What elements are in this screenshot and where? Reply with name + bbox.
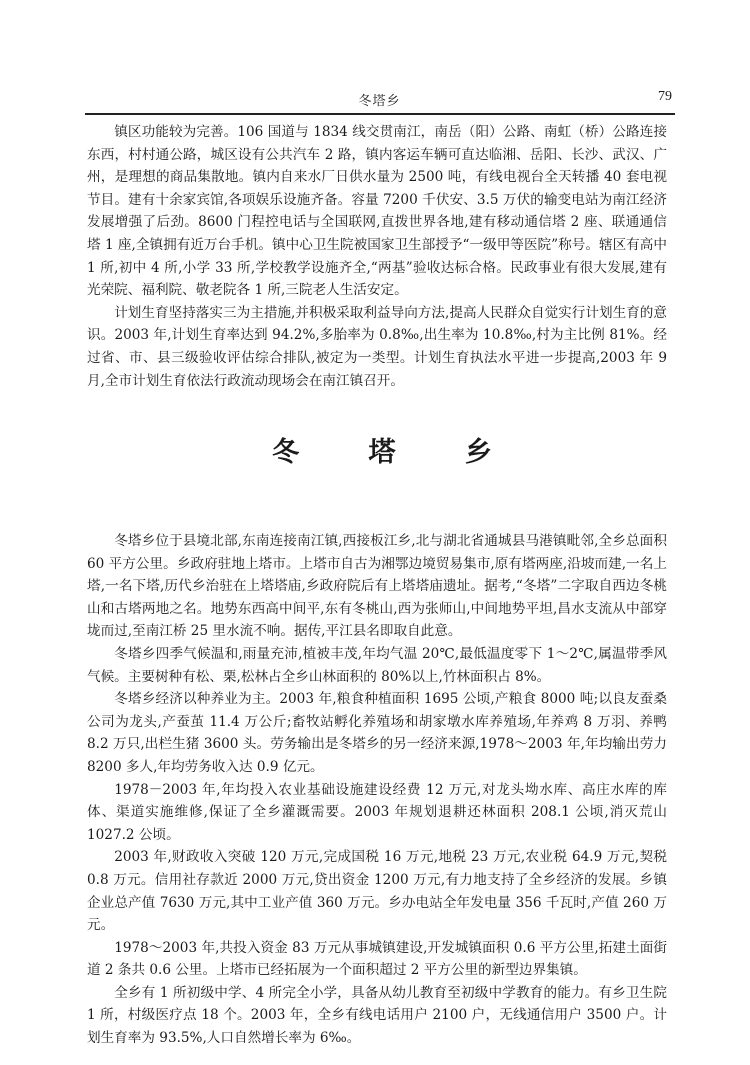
paragraph: 镇区功能较为完善。106 国道与 1834 线交贯南江，南岳（阳）公路、南虹（桥）公路连接东西，村村通公路，城区设有公共汽车 2 路，镇内客运车辆可直达临湘、岳阳、长沙、武汉、广州，是理想的商品集散地。镇内自来水厂日供水量为 2500 吨，有线电视台全天转播 40 套电视节目。建有十余家宾馆,各项娱乐设施齐备。容量 7200 千伏安、3.5 万伏的输变电站为南江经济发展增强了后劲。8600 门程控电话与全国联网,直拨世界各地,建有移动通信塔 2 座、联通通信塔 1 座,全镇拥有近万台手机。镇中心卫生院被国家卫生部授予“一级甲等医院”称号。辖区有高中 1 所,初中 4 所,小学 33 所,学校教学设施齐全,“两基”验收达标合格。民政事业有很大发展,建有光荣院、福利院、敬老院各 1 所,三院老人生活安定。 [87,124,667,299]
section-body-text [87,530,667,1050]
page-header [87,88,672,110]
paragraph: 1978～2003 年,共投入资金 83 万元从事城镇建设,开发城镇面积 0.6 平方公里,拓建土面街道 2 条共 0.6 公里。上塔市已经拓展为一个面积超过 2 平方公里的新型边界集镇。 [87,939,667,979]
running-title: 冬塔乡 [358,94,401,109]
paragraph: 计划生育坚持落实三为主措施,并积极采取利益导向方法,提高人民群众自觉实行计划生育的意识。2003 年,计划生育率达到 94.2%,多胎率为 0.8‰,出生率为 10.8‰,村为主比例 81%。经过省、市、县三级验收评估综合排队,被定为一类型。计划生育执法水平进一步提高,2003 年 9 月,全市计划生育依法行政流动现场会在南江镇召开。 [87,304,667,389]
paragraph: 冬塔乡四季气候温和,雨量充沛,植被丰茂,年均气温 20℃,最低温度零下 1～2℃,属温带季风气候。主要树种有松、栗,松林占全乡山林面积的 80%以上,竹林面积占 8%。 [87,645,667,685]
page-number: 79 [658,89,672,104]
paragraph: 2003 年,财政收入突破 120 万元,完成国税 16 万元,地税 23 万元,农业税 64.9 万元,契税 0.8 万元。信用社存款近 2000 万元,贷出资金 1200 万元,有力地支持了全乡经济的发展。乡镇企业总产值 7630 万元,其中工业产值 360 万元。乡办电站全年发电量 356 千瓦时,产值 260 万元。 [87,849,667,934]
paragraph: 冬塔乡经济以种养业为主。2003 年,粮食种植面积 1695 公顷,产粮食 8000 吨;以良友蚕桑公司为龙头,产蚕茧 11.4 万公斤;畜牧站孵化养殖场和胡家墩水库养殖场,年养鸡 8 万羽、养鸭 8.2 万只,出栏生猪 3600 头。劳务输出是冬塔乡的另一经济来源,1978～2003 年,年均输出劳力 8200 多人,年均劳务收入达 0.9 亿元。 [87,691,667,775]
paragraph: 1978－2003 年,年均投入农业基础设施建设经费 12 万元,对龙头坳水库、高庄水库的库体、渠道实施维修,保证了全乡灌溉需要。2003 年规划退耕还林面积 208.1 公顷,消灭荒山 1027.2 公顷。 [87,781,667,843]
previous-section-text [87,121,667,392]
paragraph: 全乡有 1 所初级中学、4 所完全小学，具备从幼儿教育至初级中学教育的能力。有乡卫生院 1 所，村级医疗点 18 个。2003 年，全乡有线电话用户 2100 户，无线通信用户 3500 户。计划生育率为 93.5%,人口自然增长率为 6‰。 [87,984,667,1047]
paragraph: 冬塔乡位于县境北部,东南连接南江镇,西接板江乡,北与湖北省通城县马港镇毗邻,全乡总面积 60 平方公里。乡政府驻地上塔市。上塔市自古为湘鄂边境贸易集市,原有塔两座,沿坡而建,一名上塔,一名下塔,历代乡治驻在上塔塔庙,乡政府院后有上塔塔庙遗址。据考,“冬塔”二字取自西边冬桃山和古塔两地之名。地势东西高中间平,东有冬桃山,西为张师山,中间地势平坦,昌水支流从中部穿垅而过,至南江桥 25 里水流不响。据传,平江县名即取自此意。 [87,533,667,640]
header-rule [85,113,675,115]
section-title: 冬 塔 乡 [272,437,522,468]
